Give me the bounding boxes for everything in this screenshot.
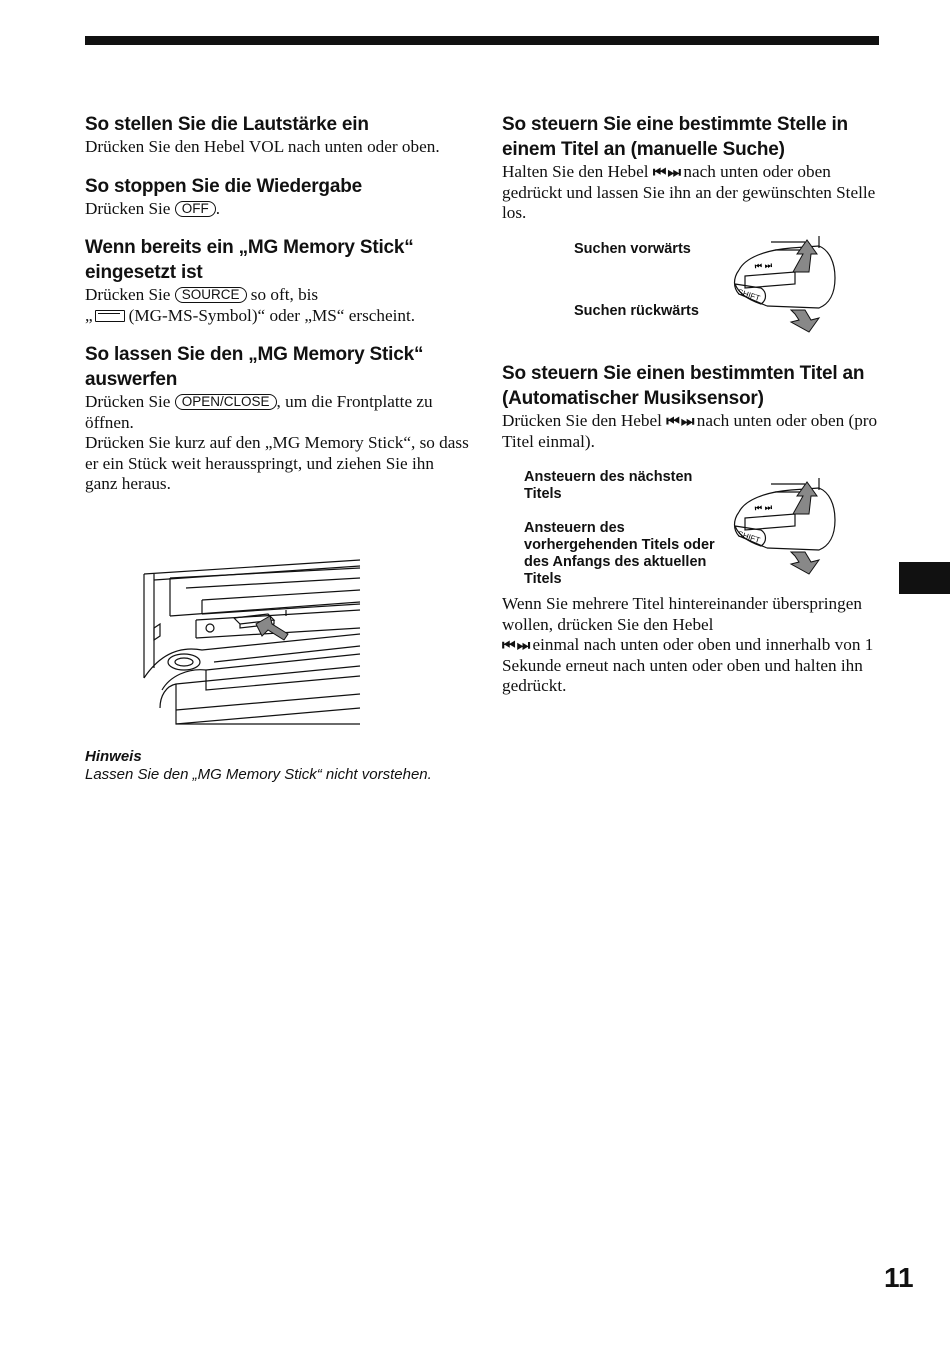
section-ams bbox=[502, 361, 887, 452]
mg-ms-symbol-icon bbox=[95, 310, 125, 322]
note bbox=[85, 748, 485, 784]
body-text: , um die Frontplatte zu öffnen. bbox=[85, 392, 433, 432]
label-next-track: Ansteuern des nächsten Titels bbox=[524, 469, 693, 502]
label-search-backward: Suchen rückwärts bbox=[574, 303, 699, 319]
body-text: so oft, bis bbox=[250, 285, 319, 304]
body-text: Wenn Sie mehrere Titel hintereinander überspringen wollen, drücken Sie den Hebel bbox=[502, 594, 862, 634]
section-title: So lassen Sie den „MG Memory Stick“ auswerfen bbox=[85, 344, 424, 390]
body-text: . bbox=[215, 198, 221, 218]
section-stop bbox=[85, 174, 470, 220]
section-body bbox=[85, 392, 470, 495]
left-column bbox=[85, 112, 470, 511]
section-body bbox=[85, 285, 470, 326]
section-body bbox=[502, 411, 887, 452]
open-close-key: OPEN/CLOSE bbox=[175, 394, 277, 410]
section-title: So steuern Sie eine bestimmte Stelle in einem Titel an (manuelle Suche) bbox=[502, 114, 848, 160]
section-body: Drücken Sie den Hebel VOL nach unten oder oben. bbox=[85, 137, 440, 156]
section-title: So steuern Sie einen bestimmten Titel an (Automatischer Musiksensor) bbox=[502, 363, 865, 409]
section-title: So stoppen Sie die Wiedergabe bbox=[85, 175, 362, 197]
skip-instructions bbox=[502, 594, 887, 697]
note-title: Hinweis bbox=[85, 748, 142, 765]
arrow-down-icon bbox=[791, 310, 819, 332]
body-text: nach unten oder oben (pro Titel einmal). bbox=[502, 411, 878, 451]
note-body: Lassen Sie den „MG Memory Stick“ nicht vorstehen. bbox=[85, 766, 432, 783]
lever-shift-label: SHIFT bbox=[736, 287, 762, 304]
body-text: Drücken Sie kurz auf den „MG Memory Stick“, so dass er ein Stück weit herausspringt, und ziehen Sie ihn ganz heraus. bbox=[85, 433, 469, 493]
chapter-tab bbox=[899, 562, 950, 594]
body-text: einmal nach unten oder oben und innerhalb von 1 Sekunde erneut nach unten oder oben und halten ihn gedrückt. bbox=[502, 635, 874, 695]
body-text: Drücken Sie bbox=[85, 285, 171, 304]
section-body bbox=[85, 199, 470, 220]
section-eject bbox=[85, 342, 470, 495]
lever-illustration-ams bbox=[725, 474, 840, 578]
section-title: Wenn bereits ein „MG Memory Stick“ eingesetzt ist bbox=[85, 237, 414, 283]
header-rule bbox=[85, 36, 879, 45]
arrow-down-icon bbox=[791, 552, 819, 574]
off-key: OFF bbox=[175, 201, 216, 217]
body-text: Drücken Sie den Hebel bbox=[502, 411, 662, 430]
section-body bbox=[502, 594, 887, 697]
prev-next-icon: ⏮ ⏭ bbox=[666, 412, 693, 430]
section-inserted bbox=[85, 235, 470, 326]
section-manual-search bbox=[502, 112, 887, 224]
prev-next-icon: ⏮ ⏭ bbox=[652, 163, 680, 181]
arrow-up-icon bbox=[793, 240, 817, 272]
body-text: Drücken Sie bbox=[85, 392, 171, 411]
lever-shift-label: SHIFT bbox=[736, 529, 762, 546]
source-key: SOURCE bbox=[175, 287, 247, 303]
section-title: So stellen Sie die Lautstärke ein bbox=[85, 114, 369, 135]
label-search-forward: Suchen vorwärts bbox=[574, 241, 691, 257]
body-text: Halten Sie den Hebel bbox=[502, 162, 649, 181]
memory-stick-eject-illustration bbox=[140, 558, 362, 728]
lever-illustration-search bbox=[725, 232, 840, 336]
page-number: 11 bbox=[884, 1262, 914, 1293]
section-volume bbox=[85, 112, 470, 158]
label-prev-track: Ansteuern des vorhergehenden Titels oder des Anfangs des aktuellen Titels bbox=[524, 520, 715, 587]
section-body bbox=[502, 162, 887, 224]
body-text: „ bbox=[85, 305, 93, 325]
arrow-up-icon bbox=[793, 482, 817, 514]
right-column bbox=[502, 112, 887, 224]
lever-prev-next-icon: ⏮ ⏭ bbox=[754, 260, 773, 271]
body-text: (MG-MS-Symbol)“ oder „MS“ erscheint. bbox=[128, 305, 416, 325]
body-text: nach unten oder oben gedrückt und lassen Sie ihn an der gewünschten Stelle los. bbox=[502, 162, 876, 222]
body-text: Drücken Sie bbox=[85, 198, 171, 218]
prev-next-icon: ⏮ ⏭ bbox=[502, 636, 529, 654]
lever-prev-next-icon: ⏮ ⏭ bbox=[754, 502, 773, 513]
